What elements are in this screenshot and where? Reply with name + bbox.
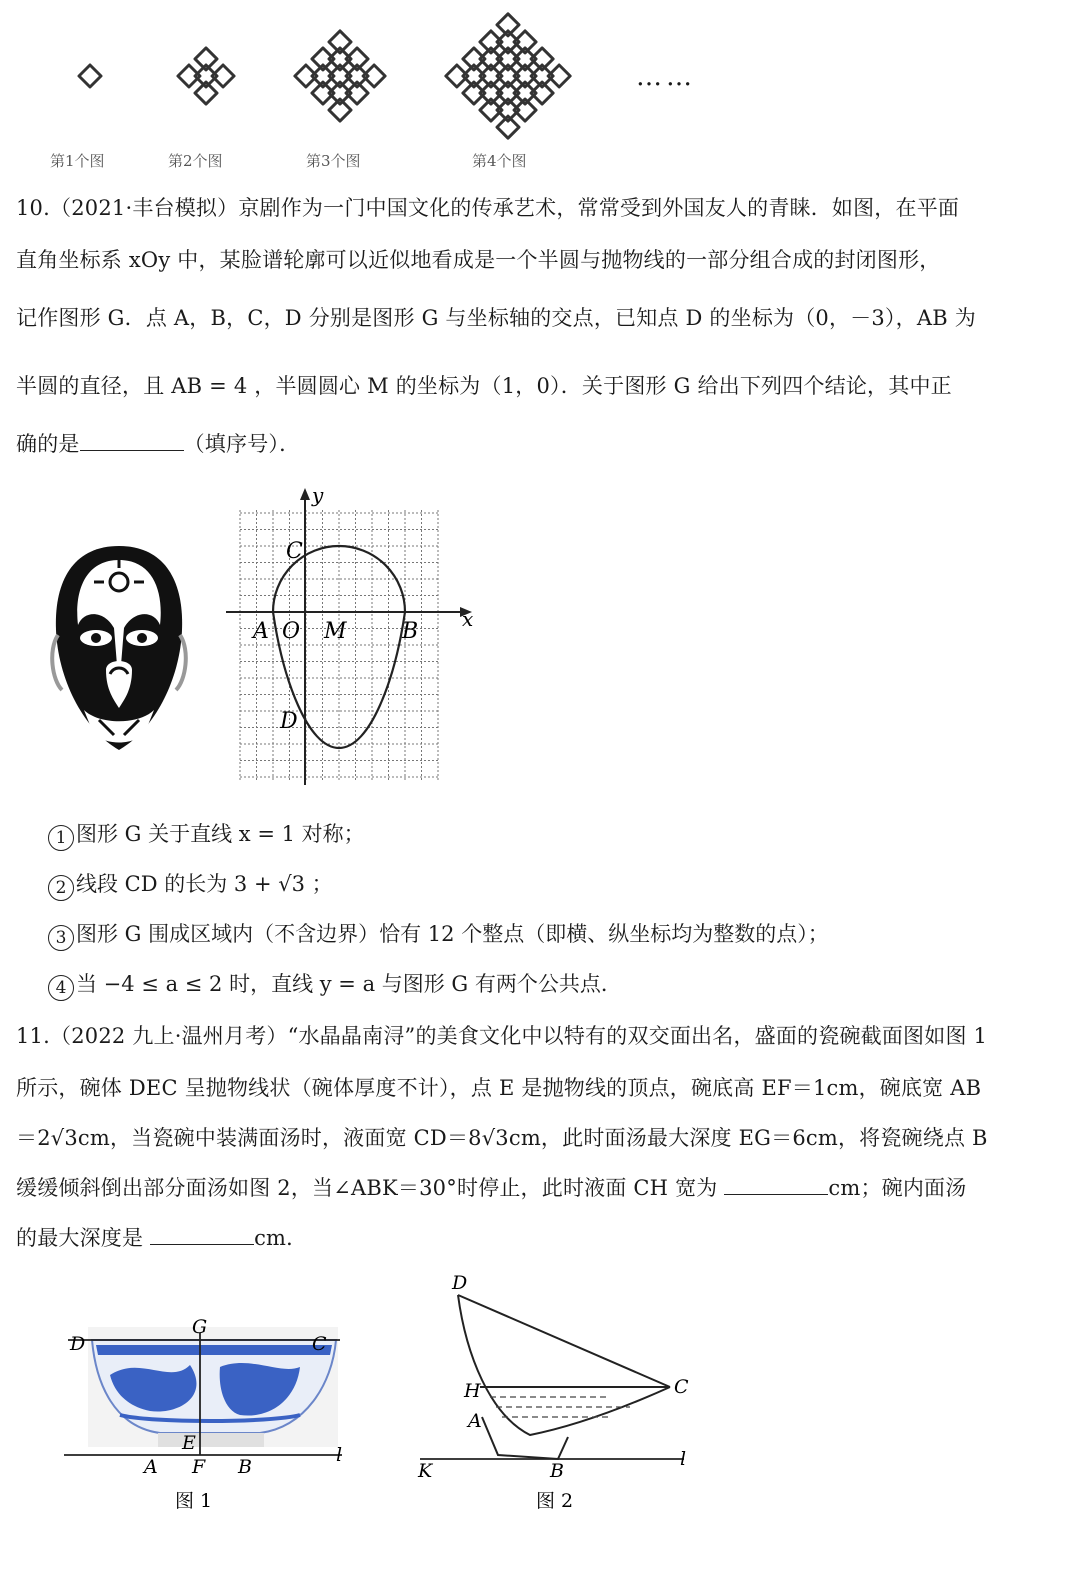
fig2-label-a: A — [468, 1410, 482, 1432]
graph-label-x: x — [462, 607, 474, 631]
fig2-label-l: l — [680, 1448, 687, 1470]
q10-line-3: 记作图形 G．点 A，B，C，D 分别是图形 G 与坐标轴的交点，已知点 D 的坐标为（0，－3），AB 为 — [16, 306, 976, 330]
option-number: 3 — [48, 925, 74, 951]
bowl-figure-1 — [60, 1315, 360, 1515]
graph-label-b: B — [402, 619, 419, 644]
q11-line-3: ＝2√3cm，当瓷碗中装满面汤时，液面宽 CD＝8√3cm，此时面汤最大深度 EG＝6cm，将瓷碗绕点 B — [16, 1126, 988, 1150]
q10-line-5-suffix: （填序号）． — [183, 432, 301, 456]
pattern-ellipsis: …… — [636, 62, 696, 92]
q10-option-1 — [48, 818, 365, 851]
option-number: 2 — [48, 875, 74, 901]
pattern-label-1: 第1个图 — [50, 152, 105, 170]
option-text: 图形 G 围成区域内（不含边界）恰有 12 个整点（即横、纵坐标均为整数的点）； — [76, 922, 829, 946]
graph-label-o: O — [282, 619, 301, 644]
fig1-label-a: A — [144, 1456, 158, 1478]
q11-line-4 — [16, 1172, 966, 1202]
opera-mask-image — [44, 540, 194, 760]
q11-depth-answer-blank[interactable] — [150, 1224, 254, 1245]
q10-option-3 — [48, 918, 829, 951]
fig2-label-h: H — [464, 1380, 481, 1402]
bowl-figure-2 — [410, 1275, 710, 1525]
q10-line-2: 直角坐标系 xOy 中，某脸谱轮廓可以近似地看成是一个半圆与抛物线的一部分组合成的封闭图形， — [16, 248, 941, 272]
fig2-label-b: B — [550, 1460, 564, 1482]
q10-option-4 — [48, 968, 622, 1001]
graph-label-m: M — [324, 619, 347, 644]
fig1-label-f: F — [192, 1456, 206, 1478]
q10-line-5-prefix: 确的是 — [16, 432, 80, 456]
fig1-label-l: l — [336, 1444, 343, 1466]
fig2-label-k: K — [418, 1460, 433, 1482]
q10-option-2 — [48, 868, 333, 901]
q11-line-4-text: 缓缓倾斜倒出部分面汤如图 2，当∠ABK＝30°时停止，此时液面 CH 宽为 — [16, 1176, 718, 1200]
fig1-label-b: B — [238, 1456, 252, 1478]
option-number: 1 — [48, 825, 74, 851]
pattern-label-3: 第3个图 — [306, 152, 361, 170]
fig1-label-d: D — [70, 1333, 86, 1355]
fig2-label-d: D — [452, 1275, 468, 1294]
option-number: 4 — [48, 975, 74, 1001]
diamond-shape — [79, 65, 101, 87]
q11-line-1: 11.（2022 九上·温州月考）“水晶晶南浔”的美食文化中以特有的双交面出名，盛面的瓷碗截面图如图 1 — [16, 1024, 988, 1048]
q10-answer-blank[interactable] — [80, 430, 184, 451]
q11-ch-answer-blank[interactable] — [724, 1174, 828, 1195]
fig1-label-c: C — [312, 1333, 327, 1355]
pattern-label-2: 第2个图 — [168, 152, 223, 170]
q10-line-4: 半圆的直径，且 AB = 4 ，半圆圆心 M 的坐标为（1，0）．关于图形 G 给出下列四个结论，其中正 — [16, 374, 952, 398]
fig2-label-c: C — [674, 1376, 689, 1398]
q11-line-5-prefix: 的最大深度是 — [16, 1226, 144, 1250]
fig1-caption: 图 1 — [175, 1490, 213, 1512]
q11-line-5 — [16, 1222, 307, 1252]
graph-label-c: C — [286, 539, 303, 564]
graph-label-a: A — [253, 619, 269, 644]
fig1-label-g: G — [192, 1316, 208, 1338]
pattern-label-4: 第4个图 — [472, 152, 527, 170]
q10-line-5 — [16, 428, 300, 458]
q11-line-5-suffix: cm． — [254, 1226, 308, 1250]
graph-label-d: D — [280, 709, 298, 734]
diamond-pattern-figure — [0, 0, 1080, 150]
graph-label-y: y — [312, 483, 324, 507]
coordinate-graph — [220, 480, 490, 800]
option-text: 图形 G 关于直线 x = 1 对称； — [76, 822, 365, 846]
q10-line-1: 10.（2021·丰台模拟）京剧作为一门中国文化的传承艺术，常常受到外国友人的青睐．如图，在平面 — [16, 196, 960, 220]
fig2-caption: 图 2 — [536, 1490, 574, 1512]
option-text: 当 −4 ≤ a ≤ 2 时，直线 y = a 与图形 G 有两个公共点． — [76, 972, 622, 996]
option-text: 线段 CD 的长为 3 + √3 ； — [76, 872, 333, 896]
q11-line-4-suffix: cm；碗内面汤 — [828, 1176, 967, 1200]
q11-line-2: 所示，碗体 DEC 呈抛物线状（碗体厚度不计），点 E 是抛物线的顶点，碗底高 EF＝1cm，碗底宽 AB — [16, 1076, 982, 1100]
fig1-label-e: E — [182, 1432, 196, 1454]
